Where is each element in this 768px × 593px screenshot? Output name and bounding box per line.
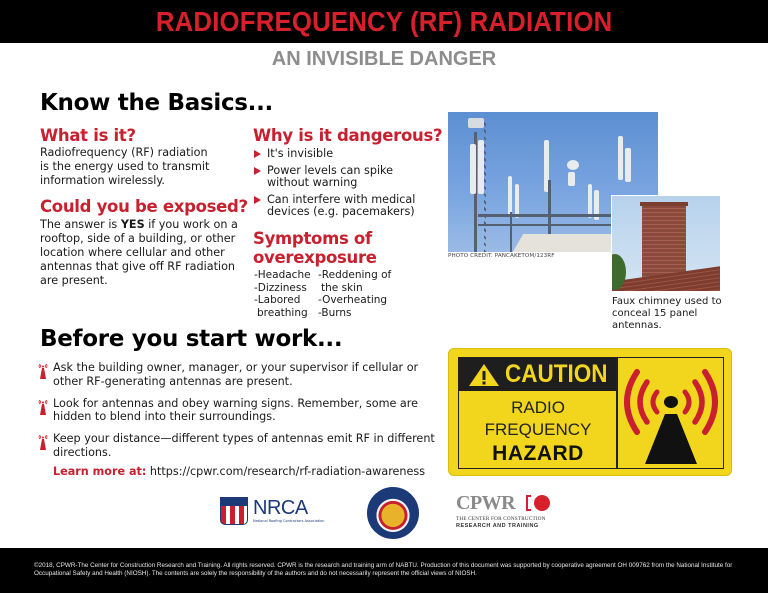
page-subtitle: AN INVISIBLE DANGER (271, 48, 497, 70)
union-seal-logo (367, 487, 419, 539)
section-heading-basics: Know the Basics... (40, 90, 273, 116)
radio-frequency-hazard-icon (619, 362, 723, 466)
caution-sign (448, 348, 732, 476)
yes-emphasis: YES (120, 218, 145, 231)
danger-list (253, 148, 433, 223)
cpwr-bracket-icon (526, 495, 531, 511)
heading-what-is-it: What is it? (40, 126, 136, 145)
cpwr-logo: CPWR THE CENTER FOR CONSTRUCTION RESEARCH AND TRAINING (456, 492, 556, 537)
list-item: Look for antennas and obey warning signs. Remember, some are hidden to blend into their surroundings. (37, 397, 437, 424)
partner-logos (0, 487, 768, 542)
learn-more (53, 465, 425, 478)
footer (0, 548, 768, 593)
before-work-list (37, 361, 437, 468)
section-heading-before-work: Before you start work... (40, 326, 343, 352)
triangle-bullet-icon (254, 150, 261, 158)
list-item: It's invisible (253, 148, 433, 161)
sign-line-1: RADIO (511, 398, 565, 417)
list-item: Power levels can spike without warning (253, 165, 433, 190)
antenna-bullet-icon (38, 435, 48, 451)
heading-why-dangerous: Why is it dangerous? (253, 126, 443, 145)
list-item: Keep your distance—different types of antennas emit RF in different directions. (37, 432, 437, 459)
antenna-bullet-icon (38, 400, 48, 416)
what-is-it-text: Radiofrequency (RF) radiation is the energy used to transmit information wirelessly. (40, 146, 210, 187)
nrca-shield-icon (220, 497, 248, 525)
heading-could-you-be-exposed: Could you be exposed? (40, 197, 248, 216)
caution-text: CAUTION (505, 360, 608, 388)
triangle-bullet-icon (254, 167, 261, 175)
caution-banner (459, 358, 617, 391)
heading-symptoms: Symptoms of overexposure (253, 229, 377, 267)
title-bar (0, 0, 768, 43)
warning-triangle-icon (468, 363, 500, 387)
antenna-bullet-icon (38, 364, 48, 380)
symptoms-column-2: -Reddening of the skin -Overheating -Burns (318, 269, 392, 319)
symptoms-column-1: -Headache -Dizziness -Labored breathing (254, 269, 311, 319)
chimney-photo (611, 195, 721, 292)
sign-line-3: HAZARD (492, 442, 584, 465)
learn-more-link[interactable]: https://cpwr.com/research/rf-radiation-awareness (146, 465, 426, 478)
cpwr-dot-icon (534, 495, 550, 511)
sign-line-2: FREQUENCY (484, 420, 592, 439)
page-title: RADIOFREQUENCY (RF) RADIATION (155, 6, 613, 37)
chimney-caption: Faux chimney used to conceal 15 panel antennas. (612, 296, 722, 331)
triangle-bullet-icon (254, 196, 261, 204)
copyright-text: ©2018, CPWR-The Center for Construction Research and Training. All rights reserved. CPWR is the research and training arm of NABTU. Production of this document was supported by cooperative agreement OH 009762 from the National Institute for Occupational Safety and Health (NIOSH). The contents are solely the responsibility of the authors and do not necessarily represent the official views of NIOSH. (34, 562, 733, 577)
list-item: Can interfere with medical devices (e.g. pacemakers) (253, 194, 433, 219)
nrca-logo: NRCA National Roofing Contractors Association (220, 497, 315, 527)
list-item: Ask the building owner, manager, or your supervisor if cellular or other RF-generating antennas are present. (37, 361, 437, 388)
photo-credit: PHOTO CREDIT: PANCAKETOM/123RF (448, 253, 555, 259)
learn-more-label: Learn more at: (53, 465, 147, 478)
could-you-be-exposed-text: The answer is YES if you work on a rooftop, side of a building, or other location where cellular and other antennas that give off RF radiation are present. (40, 218, 238, 287)
